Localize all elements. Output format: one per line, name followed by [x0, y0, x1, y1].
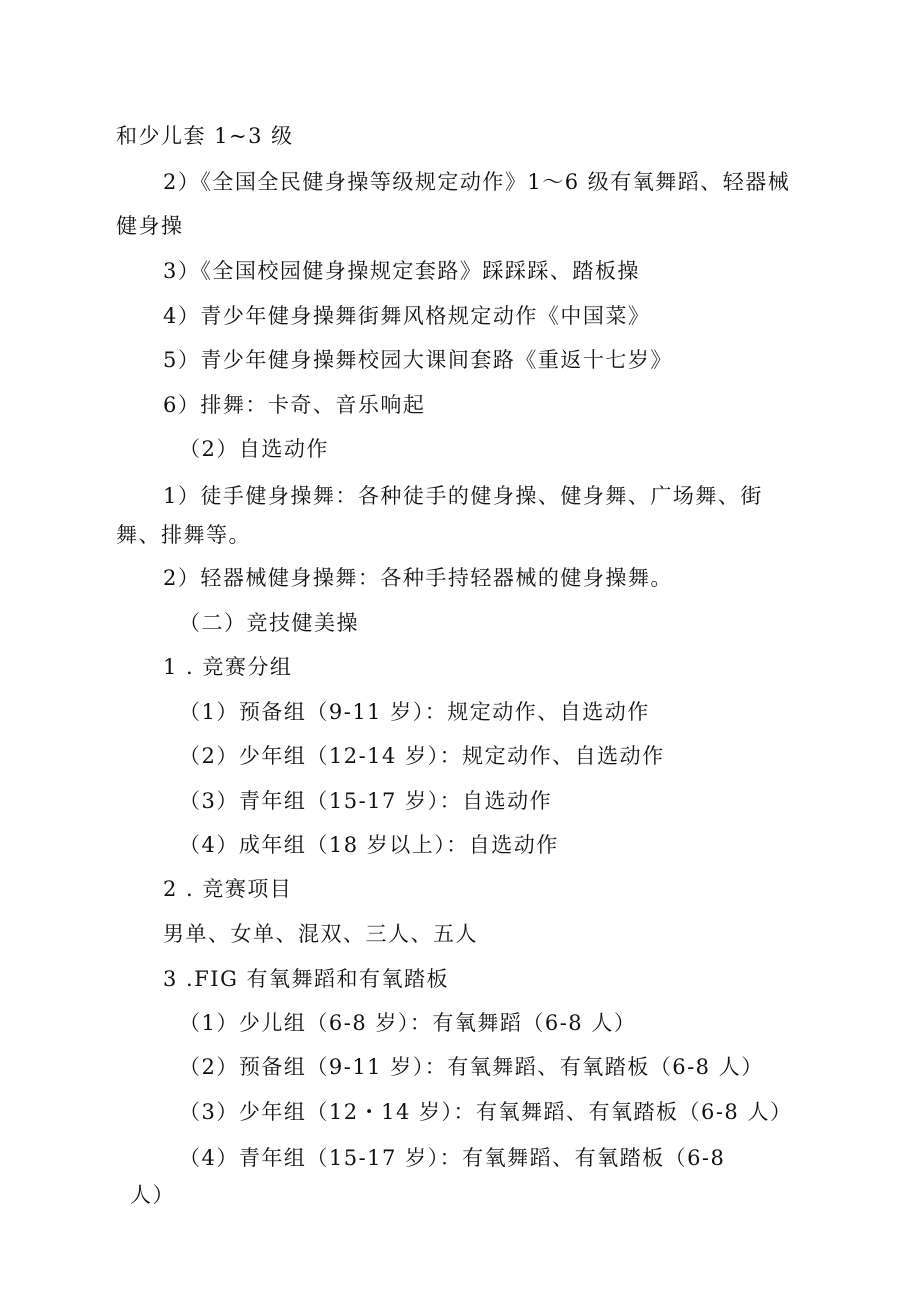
list-item: 1）徒手健身操舞：各种徒手的健身操、健身舞、广场舞、街 — [163, 484, 763, 508]
section-heading: （2）自选动作 — [179, 437, 329, 461]
section-heading: 2 . 竞赛项目 — [163, 877, 293, 901]
list-item: （2）预备组（9-11 岁）：有氧舞蹈、有氧踏板（6-8 人） — [179, 1055, 764, 1079]
list-item: 6）排舞：卡奇、音乐响起 — [163, 393, 426, 417]
list-item: 4）青少年健身操舞街舞风格规定动作《中国菜》 — [163, 304, 651, 328]
section-heading: 1 . 竞赛分组 — [163, 655, 293, 679]
list-item: （4）青年组（15-17 岁）：有氧舞蹈、有氧踏板（6-8 — [179, 1146, 726, 1170]
list-item: （4）成年组（18 岁以上）：自选动作 — [179, 833, 559, 857]
text-line: 和少儿套 1~3 级 — [116, 124, 294, 148]
list-item: 5）青少年健身操舞校园大课间套路《重返十七岁》 — [163, 348, 673, 372]
list-item: （3）青年组（15-17 岁）：自选动作 — [179, 789, 553, 813]
list-item: 3）《全国校园健身操规定套路》踩踩踩、踏板操 — [163, 259, 640, 283]
text-line: 人） — [130, 1183, 175, 1207]
list-item: 2）《全国全民健身操等级规定动作》1～6 级有氧舞蹈、轻器械 — [163, 170, 791, 194]
text-line: 男单、女单、混双、三人、五人 — [163, 922, 478, 946]
list-item: （3）少年组（12・14 岁）：有氧舞蹈、有氧踏板（6-8 人） — [179, 1100, 793, 1124]
text-line: 健身操 — [116, 214, 184, 238]
list-item: （1）预备组（9-11 岁）：规定动作、自选动作 — [179, 700, 650, 724]
list-item: 2）轻器械健身操舞：各种手持轻器械的健身操舞。 — [163, 566, 673, 590]
text-line: 舞、排舞等。 — [116, 523, 251, 547]
list-item: （2）少年组（12-14 岁）：规定动作、自选动作 — [179, 744, 665, 768]
section-heading: （二）竞技健美操 — [179, 611, 359, 635]
section-heading: 3 .FIG 有氧舞蹈和有氧踏板 — [163, 967, 450, 991]
list-item: （1）少儿组（6-8 岁）：有氧舞蹈（6-8 人） — [179, 1011, 637, 1035]
